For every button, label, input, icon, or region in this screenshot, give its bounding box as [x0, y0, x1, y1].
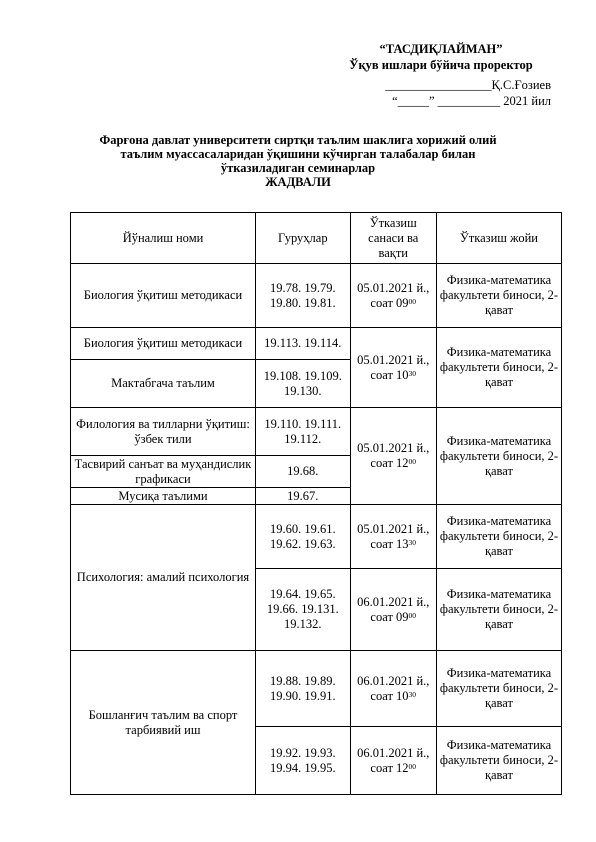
- header-venue: Ўтказиш жойи: [436, 213, 561, 264]
- time-minutes: 00: [408, 610, 417, 620]
- title-line: таълим муассасаларидан ўқишини кўчирган талабалар билан: [120, 147, 476, 161]
- time-text: соат 10: [370, 688, 409, 703]
- groups-cell: 19.78. 19.79. 19.80. 19.81.: [256, 264, 351, 328]
- direction-cell: Бошланғич таълим ва спорт тарбиявий иш: [71, 651, 256, 795]
- time-minutes: 30: [408, 368, 417, 378]
- title-line: ўтказиладиган семинарлар: [220, 161, 376, 175]
- title-line: ЖАДВАЛИ: [265, 175, 331, 189]
- title-line: Фарғона давлат университети сиртқи таълим шаклига хорижий олий: [99, 133, 497, 147]
- direction-cell: Тасвирий санъат ва муҳандислик графикаси: [71, 456, 256, 488]
- groups-cell: 19.110. 19.111. 19.112.: [256, 408, 351, 456]
- datetime-cell: [350, 651, 436, 727]
- time-text: соат 12: [370, 456, 409, 470]
- table-row: [71, 408, 562, 456]
- datetime-cell: [350, 264, 436, 328]
- direction-cell: Психология: амалий психология: [71, 505, 256, 651]
- direction-cell: Биология ўқитиш методикаси: [71, 328, 256, 360]
- date-text: 05.01.2021 й.,: [357, 521, 430, 536]
- header-groups: Гуруҳлар: [256, 213, 351, 264]
- direction-cell: Мактабгача таълим: [71, 360, 256, 408]
- header-direction: Йўналиш номи: [71, 213, 256, 264]
- schedule-table: [70, 212, 562, 795]
- time-minutes: 30: [408, 689, 417, 699]
- datetime-cell: [350, 408, 436, 505]
- datetime-cell: [350, 727, 436, 795]
- time-minutes: 00: [408, 296, 417, 306]
- direction-cell: Биология ўқитиш методикаси: [71, 264, 256, 328]
- datetime-cell: [350, 505, 436, 569]
- approval-date: “_____” __________ 2021 йил: [392, 93, 551, 108]
- approval-block: [331, 42, 551, 109]
- direction-cell: Филология ва тилларни ўқитиш: ўзбек тили: [71, 408, 256, 456]
- time-minutes: 00: [408, 457, 417, 466]
- venue-cell: Физика-математика факультети биноси, 2-қават: [436, 408, 561, 505]
- header-date: Ўтказиш санаси ва вақти: [350, 213, 436, 264]
- groups-cell: 19.113. 19.114.: [256, 328, 351, 360]
- groups-cell: 19.64. 19.65. 19.66. 19.131. 19.132.: [256, 569, 351, 651]
- groups-cell: 19.92. 19.93. 19.94. 19.95.: [256, 727, 351, 795]
- groups-cell: 19.68.: [256, 456, 351, 488]
- approval-signature: _________________Қ.С.Ғозиев: [385, 78, 551, 92]
- datetime-cell: [350, 569, 436, 651]
- venue-cell: Физика-математика факультети биноси, 2-қават: [436, 569, 561, 651]
- date-text: 05.01.2021 й.,: [357, 441, 430, 455]
- venue-cell: Физика-математика факультети биноси, 2-қават: [436, 264, 561, 328]
- venue-cell: Физика-математика факультети биноси, 2-қават: [436, 328, 561, 408]
- date-text: 06.01.2021 й.,: [357, 673, 430, 688]
- date-text: 05.01.2021 й.,: [357, 280, 430, 295]
- table-row: [71, 505, 562, 569]
- table-header-row: [71, 213, 562, 264]
- time-text: соат 09: [370, 609, 409, 624]
- venue-cell: Физика-математика факультети биноси, 2-қават: [436, 651, 561, 727]
- approval-title: “ТАСДИҚЛАЙМАН”: [379, 42, 503, 56]
- time-text: соат 09: [370, 295, 409, 310]
- time-minutes: 30: [408, 537, 417, 547]
- venue-cell: Физика-математика факультети биноси, 2-қават: [436, 727, 561, 795]
- time-minutes: 00: [408, 761, 417, 771]
- time-text: соат 12: [370, 760, 409, 775]
- groups-cell: 19.88. 19.89. 19.90. 19.91.: [256, 651, 351, 727]
- direction-cell: Мусиқа таълими: [71, 488, 256, 505]
- time-text: соат 13: [370, 536, 409, 551]
- document-title: [70, 133, 526, 189]
- date-text: 05.01.2021 й.,: [357, 352, 430, 367]
- approval-position: Ўқув ишлари бўйича проректор: [349, 57, 533, 72]
- groups-cell: 19.60. 19.61. 19.62. 19.63.: [256, 505, 351, 569]
- venue-cell: Физика-математика факультети биноси, 2-қават: [436, 505, 561, 569]
- date-text: 06.01.2021 й.,: [357, 745, 430, 760]
- groups-cell: 19.67.: [256, 488, 351, 505]
- table-row: [71, 264, 562, 328]
- table-row: [71, 651, 562, 727]
- time-text: соат 10: [370, 367, 409, 382]
- datetime-cell: [350, 328, 436, 408]
- date-text: 06.01.2021 й.,: [357, 594, 430, 609]
- groups-cell: 19.108. 19.109. 19.130.: [256, 360, 351, 408]
- table-row: [71, 328, 562, 360]
